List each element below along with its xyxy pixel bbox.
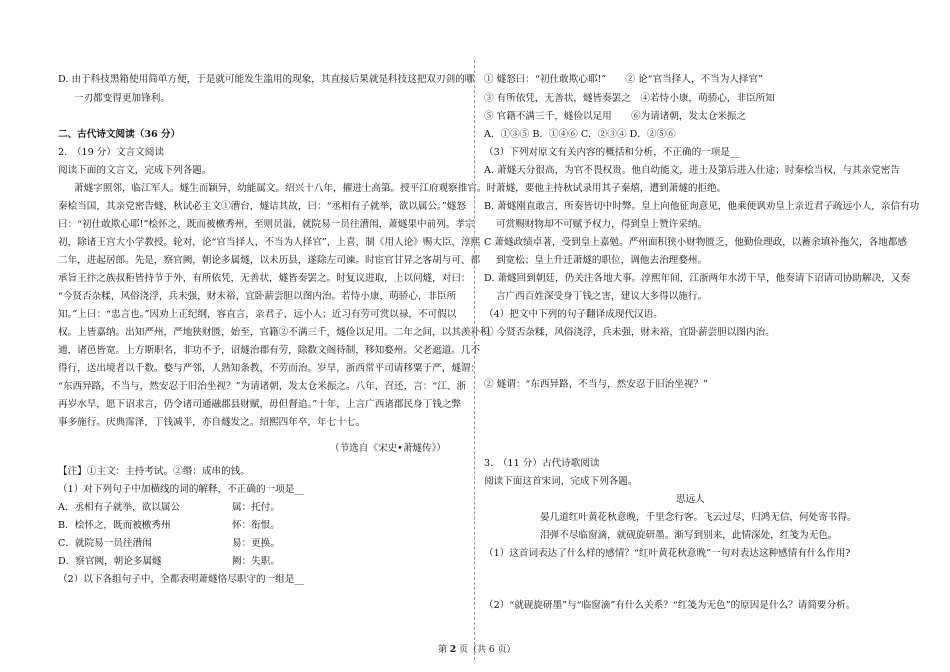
poem-question-1: （1）这首词表达了什么样的感情？“红叶黄花秋意晚”一句对表达这种感情有什么作用? <box>484 548 851 559</box>
passage-line: “东西异路，不当与，然安忍于旧治坐视？”为请诸朝，发太仓米振之。八年，召还，言：“江、浙 <box>58 381 467 392</box>
combo-line: ③ 有所依凭，无善状，燧皆奏罢之 ④若恃小康，萌骄心，非臣所知 <box>484 93 775 104</box>
q3-option-line: C 萧燧政绩卓著，受到皇上嘉勉。严州面积狭小财物匮乏，他勤俭理政，以蓄余填补拖欠，各地都感 <box>484 237 907 248</box>
option-d-line1: D. 由于科技黑箱使用简单方便，于是就可能发生滥用的现象，其直接后果就是科技这把双刃剑的哪 <box>58 74 475 85</box>
passage-line: “今贤否杂糅，风俗浇浮，兵未强，财未裕，宜卧薪尝胆以图内治。若恃小康，萌骄心，非臣所 <box>58 291 457 302</box>
q3-option-line: B. 萧燧刚直敢言，所奏皆切中时弊。皇上向他征询意见，他乘便讽劝皇上亲近君子疏远小人，亲信有功 <box>484 201 920 212</box>
poem-title: 思远人 <box>676 494 705 505</box>
passage-line: 承旨王抃之族叔秬皆持节于外，有所依凭，无善状，燧皆奏罢之。时复议进取，上以问燧，对曰： <box>58 273 471 284</box>
q1-option-c-gloss: 易：更换。 <box>232 538 280 549</box>
passage-line: 萧燧字照邻，临江军人。燧生而颖异，幼能属文。绍兴十八年，擢进士高第。授平江府观察推官。时 <box>74 183 497 194</box>
q4-sentence-2: ② 燧谓：“东西异路，不当与，然安忍于旧治坐视？” <box>484 379 708 390</box>
combo-answers: A．①③⑤ B．①④⑥ C．②③④ D．②⑤⑥ <box>484 129 676 140</box>
poem-line: 晏几道红叶黄花秋意晚，千里念行客。飞云过尽，归鸿无信，何处寄书得。 <box>540 512 857 523</box>
q3-option-line: 到宽松；皇上升迁萧燧的职位，调他去治理婺州。 <box>496 255 708 266</box>
option-d-line2: 一刃都变得更加锋利。 <box>74 93 170 104</box>
q3-option-line: 萧燧，要他主持秋试录用其子秦熺，遭到萧燧的拒绝。 <box>496 183 727 194</box>
q2-stem: （2）以下各组句子中，全都表明萧燧恪尽职守的一组是__ <box>58 574 304 585</box>
q4-sentence-1: ① 今贤否杂糅，风俗浇浮，兵未强，财未裕，宜卧薪尝胆以图内治。 <box>484 327 775 338</box>
q1-option-b-gloss: 怀：衔恨。 <box>232 520 280 531</box>
column-divider <box>474 60 475 660</box>
source-citation: （节选自《宋史•萧燧传》） <box>330 443 446 454</box>
poem-question-2: （2）“就砚旋研墨”与“临窗滴”有什么关系？“红笺为无色”的原因是什么？请简要分析。 <box>484 600 856 611</box>
passage-line: 秦桧当国，其亲党密告燧，秋试必主文①漕台，燧诘其故，曰：“丞相有子就举，欲以属公。”燧怒 <box>58 201 466 212</box>
poem-line: 泪弹不尽临窗滴，就砚旋研墨。渐写到别来，此情深处，红笺为无色。 <box>540 530 838 541</box>
passage-line: 权。上皆嘉纳。出知严州，严地狭财匮，始至，官籍②不满三千，燧俭以足用。二年之间，以其羡补积 <box>58 327 490 338</box>
combo-line: ① 燧怒曰：“初仕敢欺心耶!” ② 论“官当择人，不当为人择官” <box>484 74 764 85</box>
q1-option-a: A．丞相有子就举，欲以属公 <box>58 502 181 513</box>
q3-option-line: 言广西百姓深受身丁钱之害，建议大多得以施行。 <box>496 291 708 302</box>
poem-instruction: 阅读下面这首宋词，完成下列各题。 <box>484 476 638 487</box>
q4-stem: （4）把文中下列的句子翻译成现代汉语。 <box>484 309 663 320</box>
q1-option-a-gloss: 属：托付。 <box>232 502 280 513</box>
page-footer <box>438 644 515 657</box>
poetry-heading: 3. （11 分）古代诗歌阅读 <box>484 458 600 469</box>
q3-option-line: D. 萧燧回到朝廷，仍关注各地大事。淳熙年间，江浙两年水涝干旱，他奏请下诏请司协助解决，又奏 <box>484 273 910 284</box>
q3-option-line: A. 萧燧天分很高，为官不畏权贵。他自幼能文，进士及第后进入仕途；时秦桧当权，与其亲党密告 <box>484 165 900 176</box>
instruction: 阅读下面的文言文，完成下列各题。 <box>58 165 212 176</box>
passage-line: 再岁水旱，愿下诏求言，仍令诸司通融郡县财赋，毋但督追。”十年，上言广西诸郡民身丁钱之弊 <box>58 399 462 410</box>
combo-line: ⑤ 官籍不满三千，燧俭以足用 ⑥为请诸朝，发太仓米振之 <box>484 111 747 122</box>
passage-line: 逋，诸邑皆宽。上方斯职名，非功不予，诏燧治郡有劳，除数文阁待制，移知婺州。父老遮道。几不 <box>58 345 481 356</box>
passage-line: 知。”上曰：“忠言也。”因劝上正纪纲，容直言，亲君子，远小人；近习有劳可赏以禄，不可假以 <box>58 309 457 320</box>
q1-option-c: C．就院易一员往漕闱 <box>58 538 152 549</box>
q1-option-b: B．桧怀之，既而被檄秀州 <box>58 520 171 531</box>
passage-line: 曰：“初仕敢欺心耶!”桧怀之，既而被檄秀州，至则员溢，就院易一员往漕闱，萧燧果中前列。孝宗 <box>58 219 475 230</box>
q1-stem: （1）对下列句子中加横线的词的解释，不正确的一项是__ <box>58 484 304 495</box>
passage-line: 事多施行。庆典霈泽，丁钱减半，亦自燧发之。绍熙四年卒，年七十七。 <box>58 417 365 428</box>
q1-option-d-gloss: 阙：失职。 <box>232 556 280 567</box>
passage-line: 得行，送出境者以千数。婺与严邻，人熟知条教，不劳而治。岁旱，浙西常平司请移粟于严，燧谓： <box>58 363 481 374</box>
note: 【注】①主文：主持考试。②缗：成串的钱。 <box>58 466 250 477</box>
section2-title: 二、古代诗文阅读（36 分） <box>58 129 181 140</box>
footer-suffix: 页（共 6 页） <box>456 645 516 655</box>
page-number: 2 <box>449 645 457 655</box>
footer-prefix: 第 <box>438 645 450 655</box>
q1-option-d: D．察官阙，朝论多属燧 <box>58 556 162 567</box>
q2-heading: 2. （19 分）文言文阅读 <box>58 147 164 158</box>
passage-line: 初，除诸王宫大小学教授。轮对，论“官当择人，不当为人择官”，上喜，制《用人论》赐大臣，淳熙 <box>58 237 481 248</box>
q3-stem: （3）下列对原文有关内容的概括和分析，不正确的一项是__ <box>484 147 740 158</box>
q3-option-line: 可赏赐财物却不可赋予权力，得到皇上赞许采纳。 <box>496 219 708 230</box>
passage-line: 二年，进起居郎。先是，察官阙，朝论多属燧，以未历县，遂除左司谏。时宦官甘昇之客胡与可、都 <box>58 255 481 266</box>
